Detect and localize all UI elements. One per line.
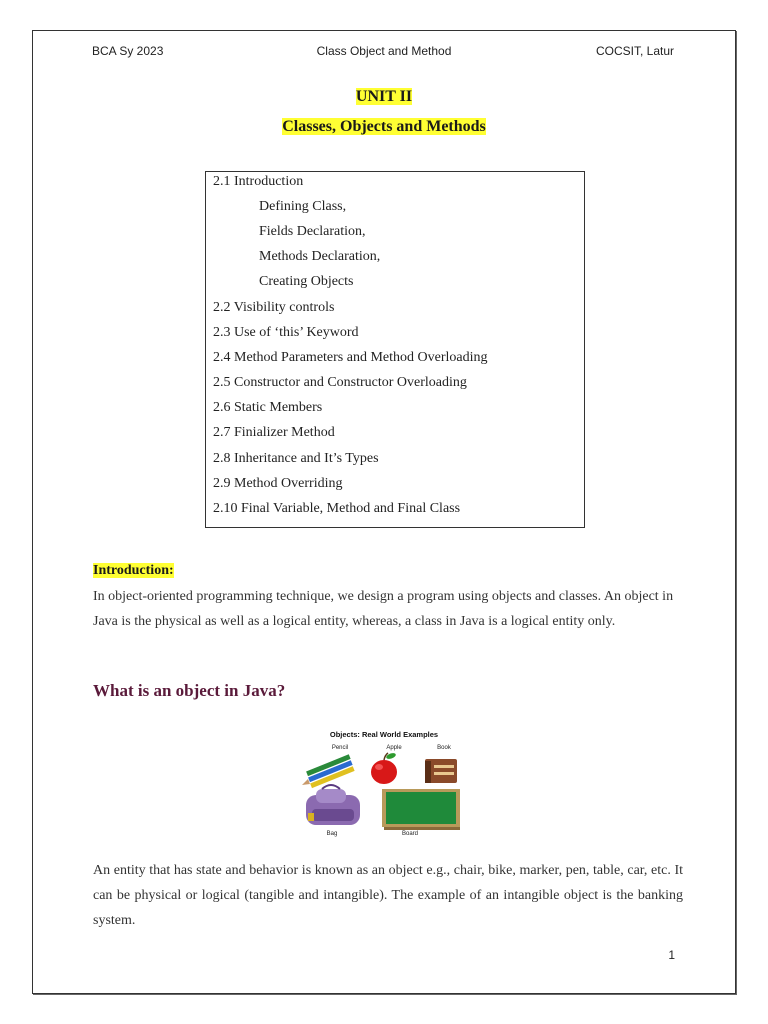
header-left: BCA Sy 2023 xyxy=(92,44,164,58)
toc-item: 2.4 Method Parameters and Method Overloading xyxy=(213,350,488,365)
object-definition-paragraph: An entity that has state and behavior is known as an object e.g., chair, bike, marker, pen, table, car, etc. It can be physical or logical (tangible and intangible). The example of an intangible object is the banking system. xyxy=(93,863,683,928)
toc-item: Creating Objects xyxy=(259,274,354,289)
unit-title-row xyxy=(0,88,768,106)
intro-paragraph: In object-oriented programming technique, we design a program using objects and classes. An object in Java is the physical as well as a logical entity, whereas, a class in Java is a logical entity only. xyxy=(93,589,674,629)
toc-item: 2.9 Method Overriding xyxy=(213,476,343,491)
toc-item: 2.8 Inheritance and It’s Types xyxy=(213,451,379,466)
object-question-heading: What is an object in Java? xyxy=(93,681,286,700)
toc-item: Fields Declaration, xyxy=(259,224,366,239)
book-icon xyxy=(425,759,457,783)
apple-icon xyxy=(371,752,397,784)
table-of-contents xyxy=(205,171,585,528)
header-right: COCSIT, Latur xyxy=(595,44,674,58)
real-world-objects-figure xyxy=(298,727,470,839)
toc-item: 2.2 Visibility controls xyxy=(213,300,335,315)
toc-item: Defining Class, xyxy=(259,199,347,214)
pencil-icon xyxy=(302,754,355,788)
toc-item: 2.6 Static Members xyxy=(213,400,323,415)
page-number: 1 xyxy=(668,948,675,962)
toc-item: 2.3 Use of ‘this’ Keyword xyxy=(213,325,359,340)
intro-heading-row xyxy=(93,563,174,579)
board-icon xyxy=(382,789,460,830)
label-board: Board xyxy=(401,831,419,837)
header-center: Class Object and Method xyxy=(316,44,452,58)
label-pencil: Pencil xyxy=(331,745,349,751)
toc-item: 2.10 Final Variable, Method and Final Class xyxy=(213,501,461,516)
toc-item: 2.5 Constructor and Constructor Overloading xyxy=(213,375,467,390)
toc-item: 2.7 Finializer Method xyxy=(213,425,335,440)
unit-title: UNIT II xyxy=(355,88,413,105)
toc-item: 2.1 Introduction xyxy=(213,174,304,189)
label-book: Book xyxy=(437,745,451,751)
figure-title: Objects: Real World Examples xyxy=(329,730,439,739)
toc-item: Methods Declaration, xyxy=(259,249,381,264)
bag-icon xyxy=(306,785,360,825)
label-bag: Bag xyxy=(326,831,338,837)
label-apple: Apple xyxy=(386,745,402,751)
subtitle-row xyxy=(0,118,768,136)
chapter-subtitle: Classes, Objects and Methods xyxy=(282,118,486,135)
intro-heading: Introduction: xyxy=(93,563,174,578)
